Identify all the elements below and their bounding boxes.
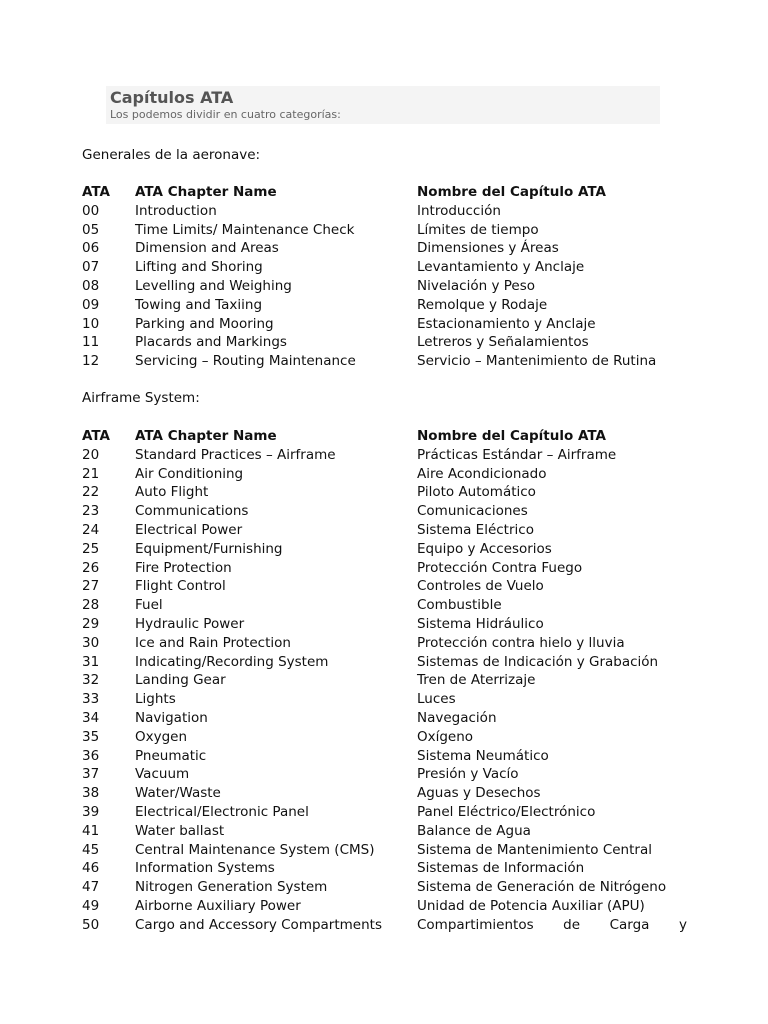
chapter-name-english: Cargo and Accessory Compartments <box>135 916 382 933</box>
ata-code: 30 <box>82 634 100 651</box>
table-row <box>82 221 692 240</box>
ata-code: 10 <box>82 315 100 332</box>
ata-code: 05 <box>82 221 100 238</box>
chapter-name-english: Equipment/Furnishing <box>135 540 283 557</box>
chapter-name-english: Standard Practices – Airframe <box>135 446 336 463</box>
chapter-name-spanish: Balance de Agua <box>417 822 531 839</box>
ata-code: 38 <box>82 785 100 802</box>
chapter-name-spanish: Levantamiento y Anclaje <box>417 259 585 276</box>
ata-code: 09 <box>82 296 100 313</box>
column-header-spanish-name: Nombre del Capítulo ATA <box>417 184 606 200</box>
ata-code: 26 <box>82 559 100 576</box>
chapter-name-spanish: Piloto Automático <box>417 484 536 501</box>
chapter-name-spanish: Compartimientos de Carga y <box>417 916 687 933</box>
chapter-name-spanish: Sistema de Generación de Nitrógeno <box>417 879 667 896</box>
table-row <box>82 784 692 803</box>
chapter-name-english: Pneumatic <box>135 747 207 764</box>
chapter-name-spanish: Estacionamiento y Anclaje <box>417 315 596 332</box>
chapter-name-spanish: Navegación <box>417 709 497 726</box>
ata-code: 07 <box>82 259 100 276</box>
table-row <box>82 296 692 315</box>
section-heading-generales: Generales de la aeronave: <box>82 147 261 163</box>
table-row <box>82 878 692 897</box>
chapter-name-english: Time Limits/ Maintenance Check <box>135 221 355 238</box>
chapter-name-spanish: Letreros y Señalamientos <box>417 334 589 351</box>
ata-code: 27 <box>82 578 100 595</box>
chapter-name-english: Landing Gear <box>135 672 226 689</box>
table-row <box>82 803 692 822</box>
chapter-name-english: Fuel <box>135 597 163 614</box>
document-header <box>106 86 660 124</box>
table-row <box>82 747 692 766</box>
column-header-spanish-name: Nombre del Capítulo ATA <box>417 428 606 444</box>
ata-code: 23 <box>82 503 100 520</box>
ata-code: 41 <box>82 822 100 839</box>
chapter-name-spanish: Sistema Eléctrico <box>417 521 534 538</box>
column-header-ata: ATA <box>82 428 111 444</box>
chapter-name-spanish: Tren de Aterrizaje <box>417 672 536 689</box>
chapter-name-english: Water/Waste <box>135 785 221 802</box>
chapter-name-english: Parking and Mooring <box>135 315 274 332</box>
chapter-name-english: Communications <box>135 503 249 520</box>
table-row <box>82 352 692 371</box>
ata-code: 12 <box>82 353 100 370</box>
chapter-name-spanish: Remolque y Rodaje <box>417 296 548 313</box>
chapter-name-english: Lights <box>135 691 176 708</box>
table-row <box>82 690 692 709</box>
table-row <box>82 333 692 352</box>
ata-table-generales <box>82 183 692 371</box>
chapter-name-spanish: Sistemas de Información <box>417 860 585 877</box>
table-header-row <box>82 183 692 202</box>
table-row <box>82 258 692 277</box>
chapter-name-english: Fire Protection <box>135 559 232 576</box>
table-row <box>82 483 692 502</box>
ata-code: 24 <box>82 521 100 538</box>
chapter-name-spanish: Panel Eléctrico/Electrónico <box>417 803 596 820</box>
table-row <box>82 897 692 916</box>
chapter-name-spanish: Nivelación y Peso <box>417 277 535 294</box>
table-row <box>82 521 692 540</box>
chapter-name-english: Airborne Auxiliary Power <box>135 897 301 914</box>
chapter-name-english: Water ballast <box>135 822 225 839</box>
chapter-name-english: Placards and Markings <box>135 334 287 351</box>
table-row <box>82 239 692 258</box>
table-row <box>82 916 692 935</box>
ata-code: 33 <box>82 691 100 708</box>
table-row <box>82 653 692 672</box>
ata-code: 49 <box>82 897 100 914</box>
table-row <box>82 202 692 221</box>
ata-code: 32 <box>82 672 100 689</box>
chapter-name-english: Information Systems <box>135 860 275 877</box>
chapter-name-spanish: Comunicaciones <box>417 503 528 520</box>
table-row <box>82 615 692 634</box>
ata-code: 46 <box>82 860 100 877</box>
chapter-name-english: Dimension and Areas <box>135 240 279 257</box>
table-row <box>82 822 692 841</box>
ata-code: 36 <box>82 747 100 764</box>
chapter-name-spanish: Aguas y Desechos <box>417 785 541 802</box>
chapter-name-spanish: Combustible <box>417 597 502 614</box>
table-row <box>82 502 692 521</box>
chapter-name-spanish: Protección contra hielo y lluvia <box>417 634 625 651</box>
table-row <box>82 277 692 296</box>
chapter-name-spanish: Límites de tiempo <box>417 221 539 238</box>
table-row <box>82 765 692 784</box>
chapter-name-english: Auto Flight <box>135 484 209 501</box>
ata-code: 25 <box>82 540 100 557</box>
chapter-name-english: Lifting and Shoring <box>135 259 263 276</box>
chapter-name-spanish: Sistema Neumático <box>417 747 549 764</box>
chapter-name-spanish: Presión y Vacío <box>417 766 519 783</box>
section-heading-airframe: Airframe System: <box>82 390 200 406</box>
ata-code: 39 <box>82 803 100 820</box>
chapter-name-spanish: Dimensiones y Áreas <box>417 240 559 257</box>
chapter-name-spanish: Controles de Vuelo <box>417 578 544 595</box>
table-row <box>82 728 692 747</box>
chapter-name-spanish: Protección Contra Fuego <box>417 559 583 576</box>
ata-table-airframe <box>82 427 692 935</box>
chapter-name-english: Introduction <box>135 202 217 219</box>
ata-code: 00 <box>82 202 100 219</box>
ata-code: 11 <box>82 334 100 351</box>
chapter-name-english: Flight Control <box>135 578 226 595</box>
chapter-name-english: Oxygen <box>135 728 188 745</box>
ata-code: 28 <box>82 597 100 614</box>
table-row <box>82 709 692 728</box>
chapter-name-english: Air Conditioning <box>135 465 244 482</box>
ata-code: 20 <box>82 446 100 463</box>
chapter-name-spanish: Prácticas Estándar – Airframe <box>417 446 617 463</box>
chapter-name-spanish: Unidad de Potencia Auxiliar (APU) <box>417 897 645 914</box>
ata-code: 22 <box>82 484 100 501</box>
chapter-name-spanish: Sistema de Mantenimiento Central <box>417 841 652 858</box>
ata-code: 47 <box>82 879 100 896</box>
chapter-name-english: Nitrogen Generation System <box>135 879 328 896</box>
table-header-row <box>82 427 692 446</box>
table-row <box>82 446 692 465</box>
chapter-name-spanish: Introducción <box>417 202 501 219</box>
table-row <box>82 540 692 559</box>
table-row <box>82 596 692 615</box>
chapter-name-english: Ice and Rain Protection <box>135 634 291 651</box>
chapter-name-english: Electrical/Electronic Panel <box>135 803 309 820</box>
ata-code: 50 <box>82 916 100 933</box>
chapter-name-english: Hydraulic Power <box>135 615 245 632</box>
chapter-name-spanish: Luces <box>417 691 456 708</box>
ata-code: 37 <box>82 766 100 783</box>
chapter-name-spanish: Sistemas de Indicación y Grabación <box>417 653 659 670</box>
ata-code: 45 <box>82 841 100 858</box>
table-row <box>82 577 692 596</box>
ata-code: 06 <box>82 240 100 257</box>
chapter-name-english: Central Maintenance System (CMS) <box>135 841 375 858</box>
chapter-name-spanish: Equipo y Accesorios <box>417 540 552 557</box>
chapter-name-english: Towing and Taxiing <box>135 296 263 313</box>
chapter-name-english: Electrical Power <box>135 521 243 538</box>
column-header-english-name: ATA Chapter Name <box>135 184 277 200</box>
chapter-name-spanish: Servicio – Mantenimiento de Rutina <box>417 353 657 370</box>
chapter-name-english: Levelling and Weighing <box>135 277 292 294</box>
table-row <box>82 465 692 484</box>
document-subtitle: Los podemos dividir en cuatro categorías: <box>110 108 341 121</box>
chapter-name-english: Navigation <box>135 709 208 726</box>
chapter-name-spanish: Sistema Hidráulico <box>417 615 544 632</box>
chapter-name-english: Indicating/Recording System <box>135 653 329 670</box>
chapter-name-spanish: Oxígeno <box>417 728 474 745</box>
table-row <box>82 634 692 653</box>
table-row <box>82 559 692 578</box>
ata-code: 08 <box>82 277 100 294</box>
table-row <box>82 671 692 690</box>
table-row <box>82 315 692 334</box>
column-header-ata: ATA <box>82 184 111 200</box>
chapter-name-english: Vacuum <box>135 766 190 783</box>
column-header-english-name: ATA Chapter Name <box>135 428 277 444</box>
table-row <box>82 841 692 860</box>
table-row <box>82 859 692 878</box>
ata-code: 29 <box>82 615 100 632</box>
ata-code: 35 <box>82 728 100 745</box>
document-title: Capítulos ATA <box>110 88 234 107</box>
chapter-name-spanish: Aire Acondicionado <box>417 465 547 482</box>
chapter-name-english: Servicing – Routing Maintenance <box>135 353 356 370</box>
ata-code: 31 <box>82 653 100 670</box>
ata-code: 21 <box>82 465 100 482</box>
ata-code: 34 <box>82 709 100 726</box>
